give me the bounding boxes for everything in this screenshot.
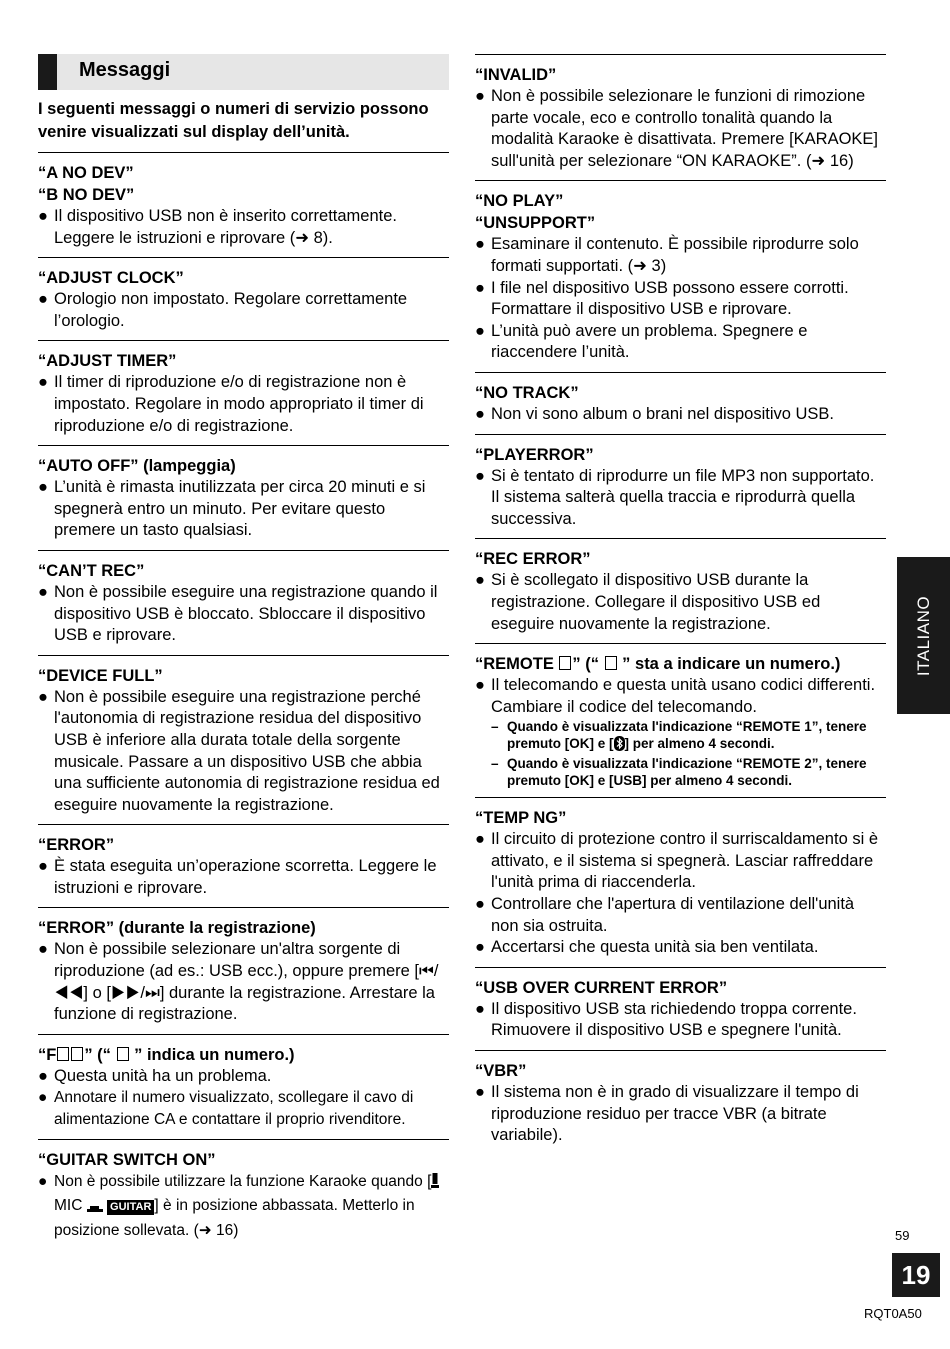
message-entry (475, 434, 886, 539)
sub-text: Quando è visualizzata l'indicazione “REMOTE 2”, tenere premuto [OK] e [USB] per almeno 4 secondi. (507, 756, 867, 789)
message-entry (38, 550, 449, 655)
bullet-dot: ● (475, 999, 485, 1018)
message-title (475, 382, 886, 404)
message-entry (475, 1050, 886, 1155)
message-title (475, 653, 886, 675)
message-code: “REC ERROR” (475, 550, 591, 569)
bullet-item (38, 687, 449, 817)
bullet-text: L’unità può avere un problema. Spegnere e riaccendere l’unità. (491, 321, 808, 362)
bullet-dot: ● (38, 207, 48, 225)
bullet-dot: ● (38, 1172, 48, 1190)
message-code: “ADJUST CLOCK” (38, 269, 184, 288)
bullet-text: I file nel dispositivo USB possono essere corrotti. Formattare il dispositivo USB e riprovare. (491, 278, 849, 319)
message-entry (38, 445, 449, 550)
message-entry (475, 967, 886, 1050)
message-code: “NO TRACK” (475, 383, 579, 402)
bullet-item (38, 289, 449, 332)
bullet-text: Non è possibile selezionare le funzioni di rimozione parte vocale, eco e controllo tonalità quando la modalità Karaoke è disattivata. Premere [KARAOKE] sull'unità per selezionare “ON KARAOKE”. (➜ 16) (491, 87, 879, 170)
bullet-item (475, 829, 886, 894)
bullet-dot: ● (475, 404, 485, 423)
bullet-dot: ● (475, 571, 485, 590)
bullet-text: Esaminare il contenuto. È possibile riprodurre solo formati supportati. (➜ 3) (491, 235, 859, 275)
sub-text: Quando è visualizzata l'indicazione “REMOTE 1”, tenere premuto [OK] e [ (507, 719, 867, 752)
message-code: “F (38, 1045, 57, 1064)
message-code: “UNSUPPORT” (475, 214, 596, 233)
message-code: “PLAYERROR” (475, 445, 594, 464)
message-title (38, 455, 449, 477)
bullet-list (38, 372, 449, 437)
section-header-bar (38, 54, 57, 90)
sub-bullet-list (475, 718, 886, 789)
message-entry (475, 538, 886, 643)
bullet-list (38, 206, 449, 249)
digit-placeholder-box (559, 656, 571, 670)
bullet-item (38, 206, 449, 249)
page-number-small: 59 (895, 1228, 910, 1243)
message-title (475, 548, 886, 570)
bullet-dot: ● (475, 235, 485, 254)
bullet-text: Il telecomando e questa unità usano codici differenti. Cambiare il codice del telecomando. (491, 676, 876, 716)
bullet-text: Il circuito di protezione contro il surriscaldamento si è attivato, e il sistema si spegnerà. Lasciar raffreddare l'unità prima di riaccenderla. (491, 830, 879, 892)
message-title (475, 190, 886, 234)
message-code: “ERROR” (38, 836, 115, 855)
message-code: “ERROR” (durante la registrazione) (38, 919, 316, 938)
message-entry (475, 643, 886, 797)
bullet-text: Accertarsi che questa unità sia ben ventilata. (491, 938, 819, 957)
bullet-text: Controllare che l'apertura di ventilazione dell'unità non sia ostruita. (491, 895, 855, 935)
bullet-text: Annotare il numero visualizzato, scollegare il cavo di alimentazione CA e contattare il proprio rivenditore. (54, 1089, 414, 1129)
bullet-text: Il sistema non è in grado di visualizzare il tempo di riproduzione residuo per tracce VBR (a bitrate variabile). (491, 1083, 859, 1145)
bullet-item (475, 404, 886, 426)
bullet-text: Si è scollegato il dispositivo USB durante la registrazione. Collegare il dispositivo USB ed eseguire nuovamente la registrazione. (491, 571, 821, 633)
message-entry (475, 797, 886, 967)
message-title (38, 350, 449, 372)
sub-item (475, 718, 886, 755)
bullet-dot: ● (38, 290, 48, 309)
bullet-text: Non è possibile eseguire una registrazione perché l'autonomia di registrazione residua del dispositivo USB è inferiore alla durata totale della sorgente musicale. Passare a un dispositivo USB che abbia una sufficiente autonomia di registrazione residua ed eseguire nuovamente la registrazione. (54, 687, 440, 814)
bullet-list (475, 466, 886, 531)
message-title (38, 834, 449, 856)
message-entry (38, 907, 449, 1033)
message-entry (38, 257, 449, 340)
message-title (475, 64, 886, 86)
bullet-list (38, 1171, 449, 1242)
bullet-dot: ● (475, 830, 485, 849)
bullet-text: È stata eseguita un’operazione scorretta. Leggere le istruzioni e riprovare. (54, 857, 437, 897)
bullet-dot: ● (475, 278, 485, 297)
bullet-text: Orologio non impostato. Regolare correttamente l’orologio. (54, 290, 408, 330)
page-number-box: 19 (892, 1253, 940, 1297)
message-entry (475, 180, 886, 372)
sub-item (475, 755, 886, 789)
digit-placeholder-box (71, 1047, 83, 1061)
mic-label: MIC (54, 1197, 83, 1215)
message-title (38, 665, 449, 687)
bullet-list (475, 999, 886, 1042)
bullet-list (38, 687, 449, 817)
bullet-list (475, 404, 886, 426)
bullet-item (38, 477, 449, 542)
message-title (38, 917, 449, 939)
switch-icon (87, 1198, 103, 1220)
bullet-dot: ● (475, 895, 485, 914)
bullet-item (475, 234, 886, 277)
bullet-list (38, 1066, 449, 1131)
bullet-dot: ● (475, 321, 485, 340)
message-entry (475, 54, 886, 180)
message-code: “ADJUST TIMER” (38, 352, 177, 371)
sub-text: ] per almeno 4 secondi. (624, 736, 775, 752)
bullet-item (38, 856, 449, 899)
dash-mark: – (491, 719, 499, 735)
message-code: “INVALID” (475, 66, 557, 84)
message-title (475, 807, 886, 829)
bullet-item (475, 937, 886, 959)
message-code: ” (“ (572, 655, 604, 674)
language-tab-label: ITALIANO (913, 595, 933, 676)
bullet-list (38, 939, 449, 1025)
message-title (475, 977, 886, 999)
bullet-list (475, 1082, 886, 1147)
bullet-list (475, 675, 886, 718)
bluetooth-icon (614, 736, 625, 755)
digit-placeholder-box (57, 1047, 69, 1061)
bullet-item (475, 894, 886, 937)
bullet-list (475, 829, 886, 959)
left-entries-list (38, 152, 449, 1249)
bullet-text: Si è tentato di riprodurre un file MP3 non supportato. Il sistema salterà quella traccia e riprodurrà quella successiva. (491, 466, 875, 528)
message-code: ” sta a indicare un numero.) (617, 655, 841, 674)
message-entry (38, 1034, 449, 1139)
bullet-text: Il timer di riproduzione e/o di registrazione non è impostato. Regolare in modo appropriato il timer di riproduzione e/o di registrazione. (54, 373, 424, 435)
message-code: “DEVICE FULL” (38, 666, 163, 685)
message-entry (38, 340, 449, 445)
bullet-list (38, 289, 449, 332)
bullet-text: Questa unità ha un problema. (54, 1066, 272, 1085)
bullet-dot: ● (475, 938, 485, 957)
bullet-text: Il dispositivo USB non è inserito correttamente. Leggere le istruzioni e riprovare (➜ 8). (54, 207, 397, 247)
bullet-list (38, 477, 449, 542)
message-code: “GUITAR SWITCH ON” (38, 1150, 216, 1169)
message-title (38, 1149, 449, 1171)
message-title (475, 444, 886, 466)
bullet-item (475, 570, 886, 635)
bullet-text: ] è in posizione abbassata. Metterlo in posizione sollevata. (➜ 16) (54, 1197, 415, 1239)
bullet-list (475, 86, 886, 172)
message-code: “AUTO OFF” (lampeggia) (38, 457, 236, 476)
bullet-dot: ● (38, 582, 48, 601)
bullet-item (475, 675, 886, 718)
bullet-dot: ● (475, 1083, 485, 1102)
bullet-dot: ● (38, 1089, 48, 1107)
message-entry (38, 655, 449, 825)
bullet-text: Non è possibile utilizzare la funzione Karaoke quando [ (54, 1172, 432, 1190)
bullet-text: L’unità è rimasta inutilizzata per circa 20 minuti e si spegnerà entro un minuto. Per evitare questo premere un tasto qualsiasi. (54, 478, 426, 540)
bullet-text: Non è possibile selezionare un'altra sorgente di riproduzione (ad es.: USB ecc.), oppure premere [⏮/◀◀] o [▶▶/⏭] durante la registrazione. Arrestare la funzione di registrazione. (54, 940, 439, 1024)
mic-icon (431, 1173, 439, 1196)
bullet-dot: ● (38, 940, 48, 959)
bullet-dot: ● (475, 87, 485, 105)
message-code: “B NO DEV” (38, 186, 135, 204)
bullet-dot: ● (38, 687, 48, 706)
message-entry (38, 152, 449, 257)
digit-placeholder-box (605, 656, 617, 670)
section-header (38, 54, 449, 90)
message-code: “TEMP NG” (475, 809, 567, 828)
section-title: Messaggi (79, 59, 171, 81)
message-code: ” (“ (84, 1045, 111, 1064)
message-code: “VBR” (475, 1062, 527, 1081)
bullet-dot: ● (38, 1066, 48, 1085)
dash-mark: – (491, 756, 499, 772)
document-code: RQT0A50 (864, 1306, 922, 1321)
bullet-item (475, 1082, 886, 1147)
bullet-item (38, 582, 449, 647)
message-code: “USB OVER CURRENT ERROR” (475, 978, 728, 997)
message-code: ” indica un numero.) (134, 1045, 295, 1064)
bullet-item (475, 321, 886, 364)
right-entries-list (475, 54, 886, 1155)
bullet-text: Il dispositivo USB sta richiedendo troppa corrente. Rimuovere il dispositivo USB e spegnere l'unità. (491, 999, 857, 1040)
bullet-list (475, 570, 886, 635)
bullet-list (38, 856, 449, 899)
message-title (38, 267, 449, 289)
message-code: “CAN’T REC” (38, 561, 145, 580)
message-entry (38, 824, 449, 907)
intro-text: I seguenti messaggi o numeri di servizio possono venire visualizzati sul display dell’unità. (38, 100, 429, 141)
bullet-item (38, 939, 449, 1025)
message-code: “REMOTE (475, 655, 559, 674)
message-title (38, 560, 449, 582)
bullet-dot: ● (475, 466, 485, 485)
message-entry (475, 372, 886, 434)
bullet-item (475, 86, 886, 172)
message-code: “NO PLAY” (475, 192, 564, 211)
bullet-item (38, 372, 449, 437)
guitar-switch-label: GUITAR (107, 1200, 154, 1215)
bullet-dot: ● (38, 373, 48, 392)
bullet-text: Non vi sono album o brani nel dispositivo USB. (491, 404, 835, 423)
bullet-dot: ● (38, 857, 48, 876)
bullet-item (38, 1171, 449, 1242)
bullet-list (38, 582, 449, 647)
message-title (38, 1044, 449, 1066)
bullet-item (38, 1087, 449, 1130)
bullet-dot: ● (38, 478, 48, 497)
bullet-list (475, 234, 886, 364)
bullet-item (38, 1066, 449, 1088)
language-tab (897, 557, 950, 714)
bullet-item (475, 999, 886, 1042)
bullet-item (475, 466, 886, 531)
message-title (475, 1060, 886, 1082)
bullet-text: Non è possibile eseguire una registrazione quando il dispositivo USB è bloccato. Sbloccare il dispositivo USB e riprovare. (54, 582, 438, 645)
message-entry (38, 1139, 449, 1250)
message-code: “A NO DEV” (38, 164, 134, 182)
message-title (38, 162, 449, 206)
digit-placeholder-box (117, 1047, 129, 1061)
bullet-dot: ● (475, 676, 485, 695)
bullet-item (475, 278, 886, 321)
